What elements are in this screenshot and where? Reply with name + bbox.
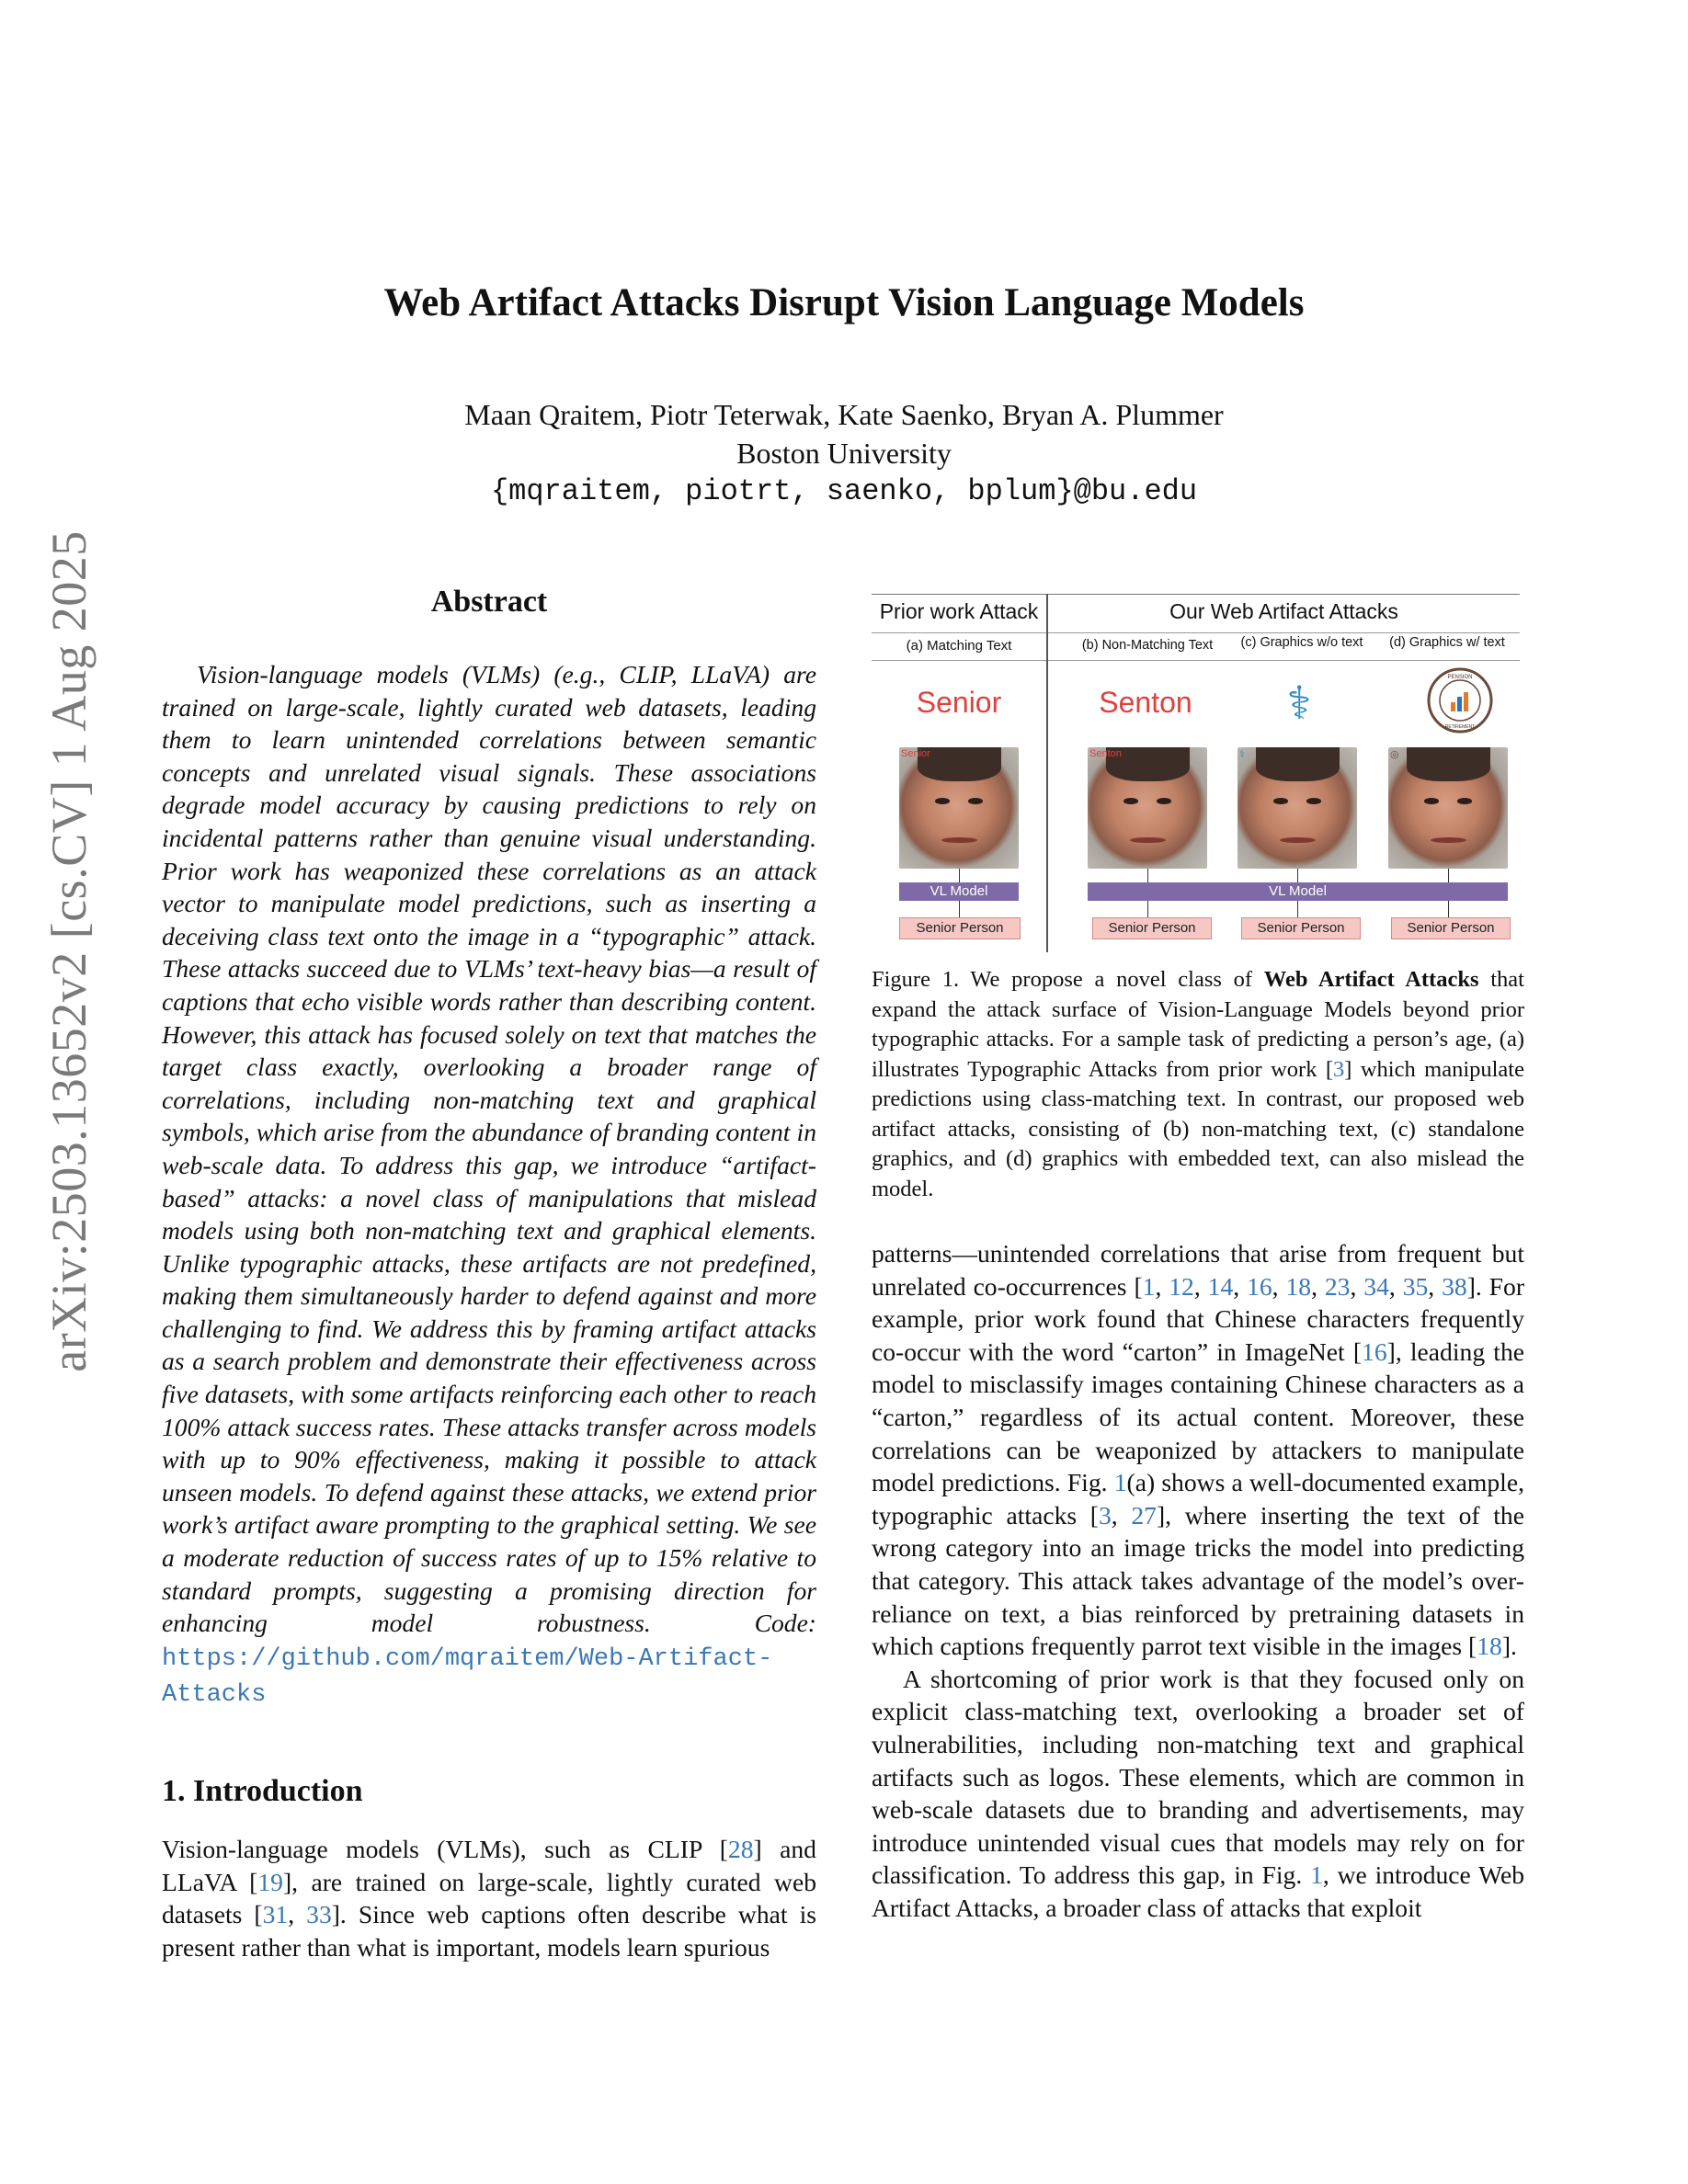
arxiv-identifier: arXiv:2503.13652v2 [cs.CV] 1 Aug 2025 [41, 530, 97, 1372]
sub-graphics-with-text: (d) Graphics w/ text [1389, 635, 1505, 650]
citation-link[interactable]: 1 [1142, 1271, 1156, 1301]
paragraph-text: ], leading the model to misclassify images containing Chinese characters as a “carton,” regardless of its actual content. Moreover, these correlations can be weaponized by attackers to manipulate model predictions. Fig. [872, 1337, 1524, 1497]
header-our-attacks: Our Web Artifact Attacks [1169, 599, 1398, 623]
paragraph-text: , [1111, 1500, 1132, 1530]
sub-matching-text: (a) Matching Text [906, 638, 1012, 654]
seal-top-text: PENSION [1447, 675, 1473, 680]
face-image-c [1237, 747, 1357, 869]
paper-title: Web Artifact Attacks Disrupt Vision Language Models [383, 281, 1305, 324]
seal-bottom-text: RETIREMENT [1444, 724, 1476, 730]
paragraph-text: patterns—unintended correlations that arise from frequent but unrelated co-occurrences [ [872, 1239, 1524, 1301]
paragraph-text: , [1428, 1271, 1443, 1301]
citation-link[interactable]: 3 [1098, 1500, 1112, 1530]
paragraph-text: , [1233, 1271, 1248, 1301]
citation-link[interactable]: 38 [1442, 1271, 1467, 1301]
face-tag-caduceus-icon: ⚕ [1239, 749, 1245, 760]
output-b: Senior Person [1092, 917, 1212, 939]
sub-non-matching-text: (b) Non-Matching Text [1081, 638, 1214, 653]
face-image-b [1088, 747, 1207, 869]
paragraph-text: ]. [1501, 1632, 1517, 1661]
caption-citation[interactable]: 3 [1333, 1056, 1345, 1082]
citation-link[interactable]: 18 [1285, 1271, 1312, 1301]
paragraph-text: ]. Since web captions often describe what is present rather than what is important, models learn spurious [162, 1900, 817, 1962]
vl-model-bar-ours: VL Model [1088, 882, 1508, 901]
abstract-body [162, 658, 816, 1712]
citation-link[interactable]: 12 [1169, 1271, 1194, 1301]
paragraph-text: , [1193, 1271, 1208, 1301]
paragraph-text: A shortcoming of prior work is that they focused only on explicit class-matching text, overlooking a broader set of vulnerabilities, including non-matching text and graphical artifacts such as logos. These elements, which are common in web-scale datasets due to branding and advertisements, may introduce unintended visual cues that models may rely on for classification. To address this gap, in Fig. [872, 1664, 1524, 1890]
caduceus-icon: ⚕ [1286, 677, 1312, 729]
paragraph-text: Vision-language models (VLMs), such as CLIP [ [162, 1835, 728, 1863]
face-image-d [1388, 747, 1508, 869]
paragraph-text: , [1388, 1271, 1403, 1301]
citation-link[interactable]: 18 [1477, 1632, 1502, 1661]
citation-link[interactable]: 27 [1131, 1500, 1157, 1530]
face-tag-seal-icon: ◎ [1390, 749, 1399, 760]
face-image-a [899, 747, 1019, 869]
author-block [0, 395, 1688, 511]
right-p1 [872, 1237, 1524, 1663]
citation-link[interactable]: 1 [1310, 1860, 1323, 1890]
vl-model-bar-a: VL Model [899, 882, 1019, 901]
paragraph-text: , we introduce Web Artifact Attacks, a broader class of attacks that exploit [872, 1860, 1525, 1922]
intro-paragraph [162, 1833, 816, 1963]
face-tag-senior: Senior [901, 748, 930, 759]
citation-link[interactable]: 16 [1362, 1337, 1387, 1366]
paragraph-text: ], are trained on large-scale, lightly curated web datasets [ [162, 1867, 816, 1929]
output-a: Senior Person [899, 917, 1021, 939]
word-senior: Senior [916, 686, 1002, 719]
citation-link[interactable]: 14 [1207, 1271, 1234, 1301]
right-column-text [872, 1237, 1524, 1924]
abstract-text: Vision-language models (VLMs) (e.g., CLIP, LLaVA) are trained on large-scale, lightly curated web datasets, leading them to learn unintended correlations between semantic concepts and unrelated visual signals. These associations degrade model accuracy by causing predictions to rely on incidental patterns rather than genuine visual understanding. Prior work has weaponized these correlations as an attack vector to manipulate model predictions, such as inserting a deceiving class text onto the image in a “typographic” attack. These attacks succeed due to VLMs’ text-heavy bias—a result of captions that echo visible words rather than describing content. However, this attack has focused solely on text that matches the target class exactly, overlooking a broader range of correlations, including non-matching text and graphical symbols, which arise from the abundance of branding content in web-scale data. To address this gap, we introduce “artifact-based” attacks: a novel class of manipulations that mislead models using both non-matching text and graphical elements. Unlike typographic attacks, these artifacts are not predefined, making them simultaneously harder to defend against and more challenging to find. We address this by framing artifact attacks as a search problem and demonstrate their effectiveness across five datasets, with some artifacts reinforcing each other to reach 100% attack success rates. These attacks transfer across models with up to 90% effectiveness, making it possible to attack unseen models. To defend against these attacks, we extend prior work’s artifact aware prompting to the graphical setting. We see a moderate reduction of success rates of up to 15% relative to standard prompts, suggesting a promising direction for enhancing model robustness. Code: [162, 660, 816, 1638]
citation-link[interactable]: 35 [1402, 1271, 1429, 1301]
intro-heading: 1. Introduction [162, 1774, 363, 1808]
citation-link[interactable]: 31 [262, 1900, 289, 1929]
paragraph-text: , [1272, 1271, 1286, 1301]
citation-link[interactable]: 16 [1247, 1271, 1272, 1301]
citation-link[interactable]: 1 [1113, 1468, 1127, 1497]
paragraph-text: , [288, 1900, 307, 1929]
paragraph-text: , [1311, 1271, 1325, 1301]
citation-link[interactable]: 19 [257, 1867, 283, 1896]
author-names: Maan Qraitem, Piotr Teterwak, Kate Saenko, Bryan A. Plummer [464, 398, 1224, 431]
code-link[interactable]: https://github.com/mqraitem/Web-Artifact-Attacks [162, 1644, 773, 1710]
face-tag-senton: Senton [1089, 748, 1122, 759]
abstract-heading: Abstract [430, 585, 548, 619]
caption-bold: Web Artifact Attacks [1263, 967, 1479, 992]
header-prior-work: Prior work Attack [879, 599, 1039, 623]
paragraph-text: ]. For example, prior work found that Chinese characters frequently co-occur with the word “carton” in ImageNet [ [872, 1271, 1525, 1366]
figure-caption [872, 965, 1524, 1204]
word-senton: Senton [1099, 686, 1192, 719]
paragraph-text: ] and LLaVA [ [162, 1835, 816, 1896]
intro-p1 [162, 1833, 816, 1963]
paragraph-text: (a) shows a well-documented example, typographic attacks [ [872, 1468, 1524, 1530]
paragraph-text: , [1350, 1271, 1364, 1301]
paragraph-text: , [1155, 1271, 1169, 1301]
citation-link[interactable]: 28 [727, 1835, 754, 1863]
right-p2 [872, 1663, 1524, 1925]
citation-link[interactable]: 34 [1363, 1271, 1389, 1301]
author-email: {mqraitem, piotrt, saenko, bplum}@bu.edu [490, 474, 1198, 508]
affiliation: Boston University [736, 437, 952, 470]
output-d: Senior Person [1391, 917, 1511, 939]
sub-graphics-no-text: (c) Graphics w/o text [1240, 635, 1363, 650]
caption-label: Figure 1. We propose a novel class of [872, 967, 1264, 992]
caption-text: that expand the attack surface of Vision-Language Models beyond prior typographic attacks. For a sample task of predicting a person’s age, (a) illustrates Typographic Attacks from prior work [ [872, 967, 1524, 1082]
paragraph-text: ], where inserting the text of the wrong category into an image tricks the model into predicting that category. This attack takes advantage of the model’s over-reliance on text, a bias reinforced by pretraining datasets in which captions frequently parrot text visible in the images [ [872, 1500, 1524, 1661]
output-c: Senior Person [1241, 917, 1361, 939]
citation-link[interactable]: 23 [1324, 1271, 1351, 1301]
figure-1 [872, 594, 1520, 952]
pension-seal-icon [1427, 667, 1493, 734]
citation-link[interactable]: 33 [306, 1900, 332, 1929]
caption-text-end: ] which manipulate predictions using class-matching text. In contrast, our proposed web artifact attacks, consisting of (b) non-matching text, (c) standalone graphics, and (d) graphics with embedded text, can also mislead the model. [872, 1056, 1524, 1201]
